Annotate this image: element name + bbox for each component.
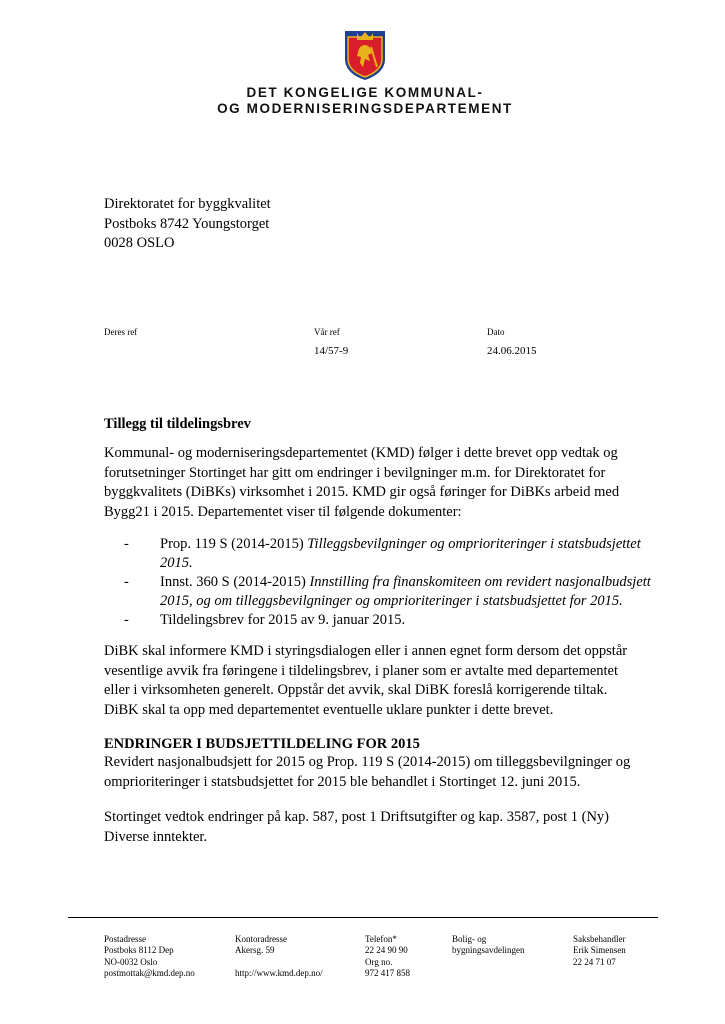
footer-avdeling [452, 934, 525, 957]
deviation-paragraph: DiBK skal informere KMD i styringsdialogen eller i annen egnet form dersom det oppstår vesentlige avvik fra føringene i tildelingsbrev, i planer som er avtalte med departementet eller i virksomheten generelt. Oppstår det avvik, skal DiBK foreslå korrigerende tiltak. DiBK skal ta opp med departementet eventuelle uklare punkter i dette brevet. [104, 643, 628, 718]
coat-of-arms-icon [344, 29, 386, 81]
list-item-plain: Prop. 119 S (2014-2015) [160, 536, 308, 552]
recipient-name: Direktoratet for byggkvalitet [104, 196, 271, 212]
footer-label: Telefon* [365, 934, 397, 944]
footer-line: NO-0032 Oslo [104, 956, 158, 967]
list-item-plain: Innst. 360 S (2014-2015) [160, 574, 310, 590]
recipient-city: 0028 OSLO [104, 235, 175, 251]
dato-label: Dato [487, 327, 505, 337]
footer-label: Bolig- og [452, 934, 487, 944]
footer-line: 22 24 71 07 [573, 956, 616, 967]
footer-line [235, 957, 323, 968]
department-name-line1: DET KONGELIGE KOMMUNAL- [246, 85, 484, 100]
footer-line: bygningsavdelingen [452, 945, 525, 956]
footer-email: postmottak@kmd.dep.no [104, 968, 195, 979]
footer-telefon [365, 934, 410, 980]
footer-saksbehandler [573, 934, 626, 968]
deres-ref-label: Deres ref [104, 327, 138, 337]
footer-line: Erik Simensen [573, 945, 626, 956]
recipient-address [104, 195, 271, 254]
var-ref-value: 14/57-9 [314, 345, 349, 357]
changes-paragraph: Stortinget vedtok endringer på kap. 587, post 1 Driftsutgifter og kap. 3587, post 1 (Ny) Diverse inntekter. [104, 809, 610, 845]
footer-label: Saksbehandler [573, 934, 626, 944]
document-list [104, 535, 664, 630]
footer-line: 22 24 90 90 [365, 945, 408, 956]
footer-postadresse [104, 934, 195, 980]
budget-paragraph: Revidert nasjonalbudsjett for 2015 og Prop. 119 S (2014-2015) om tilleggsbevilgninger og omprioriteringer i statsbudsjettet for 2015 ble behandlet i Stortinget 12. juni 2015. [104, 754, 631, 790]
recipient-box: Postboks 8742 Youngstorget [104, 215, 270, 232]
list-item-italic: Innstilling fra finanskomiteen om revidert nasjonalbudsjett 2015, og om tilleggsbevilgninger og omprioriteringer i statsbudsjettet for 2015. [160, 574, 651, 609]
list-item [104, 573, 664, 611]
footer-label: Postadresse [104, 934, 146, 944]
list-dash: - [124, 574, 129, 590]
footer-line: 972 417 858 [365, 968, 410, 979]
list-dash: - [124, 612, 129, 628]
list-item-italic: Tilleggsbevilgninger og omprioriteringer i statsbudsjettet 2015. [160, 536, 641, 571]
intro-paragraph: Kommunal- og moderniseringsdepartementet (KMD) følger i dette brevet opp vedtak og forutsetninger Stortinget har gitt om endringer i bevilgninger m.m. for Direktoratet for byggkvalitets (DiBKs) virksomhet i 2015. KMD gir også føringer for DiBKs arbeid med Bygg21 i 2015. Departementet viser til følgende dokumenter: [104, 445, 620, 520]
list-dash: - [124, 536, 129, 552]
list-item [104, 611, 664, 630]
footer-line: Akersg. 59 [235, 945, 275, 956]
footer-url: http://www.kmd.dep.no/ [235, 968, 323, 979]
dato-value: 24.06.2015 [487, 345, 537, 357]
footer-kontoradresse [235, 934, 323, 980]
footer-divider [68, 917, 658, 918]
section-heading: ENDRINGER I BUDSJETTILDELING FOR 2015 [104, 736, 420, 752]
footer-line: Postboks 8112 Dep [104, 945, 174, 956]
list-item [104, 535, 664, 573]
letter-title: Tillegg til tildelingsbrev [104, 416, 251, 432]
department-name-line2: OG MODERNISERINGSDEPARTEMENT [217, 101, 513, 116]
footer-line: Org no. [365, 956, 393, 967]
var-ref-label: Vår ref [314, 327, 340, 337]
footer-label: Kontoradresse [235, 934, 287, 944]
list-item-plain: Tildelingsbrev for 2015 av 9. januar 2015. [160, 612, 406, 628]
